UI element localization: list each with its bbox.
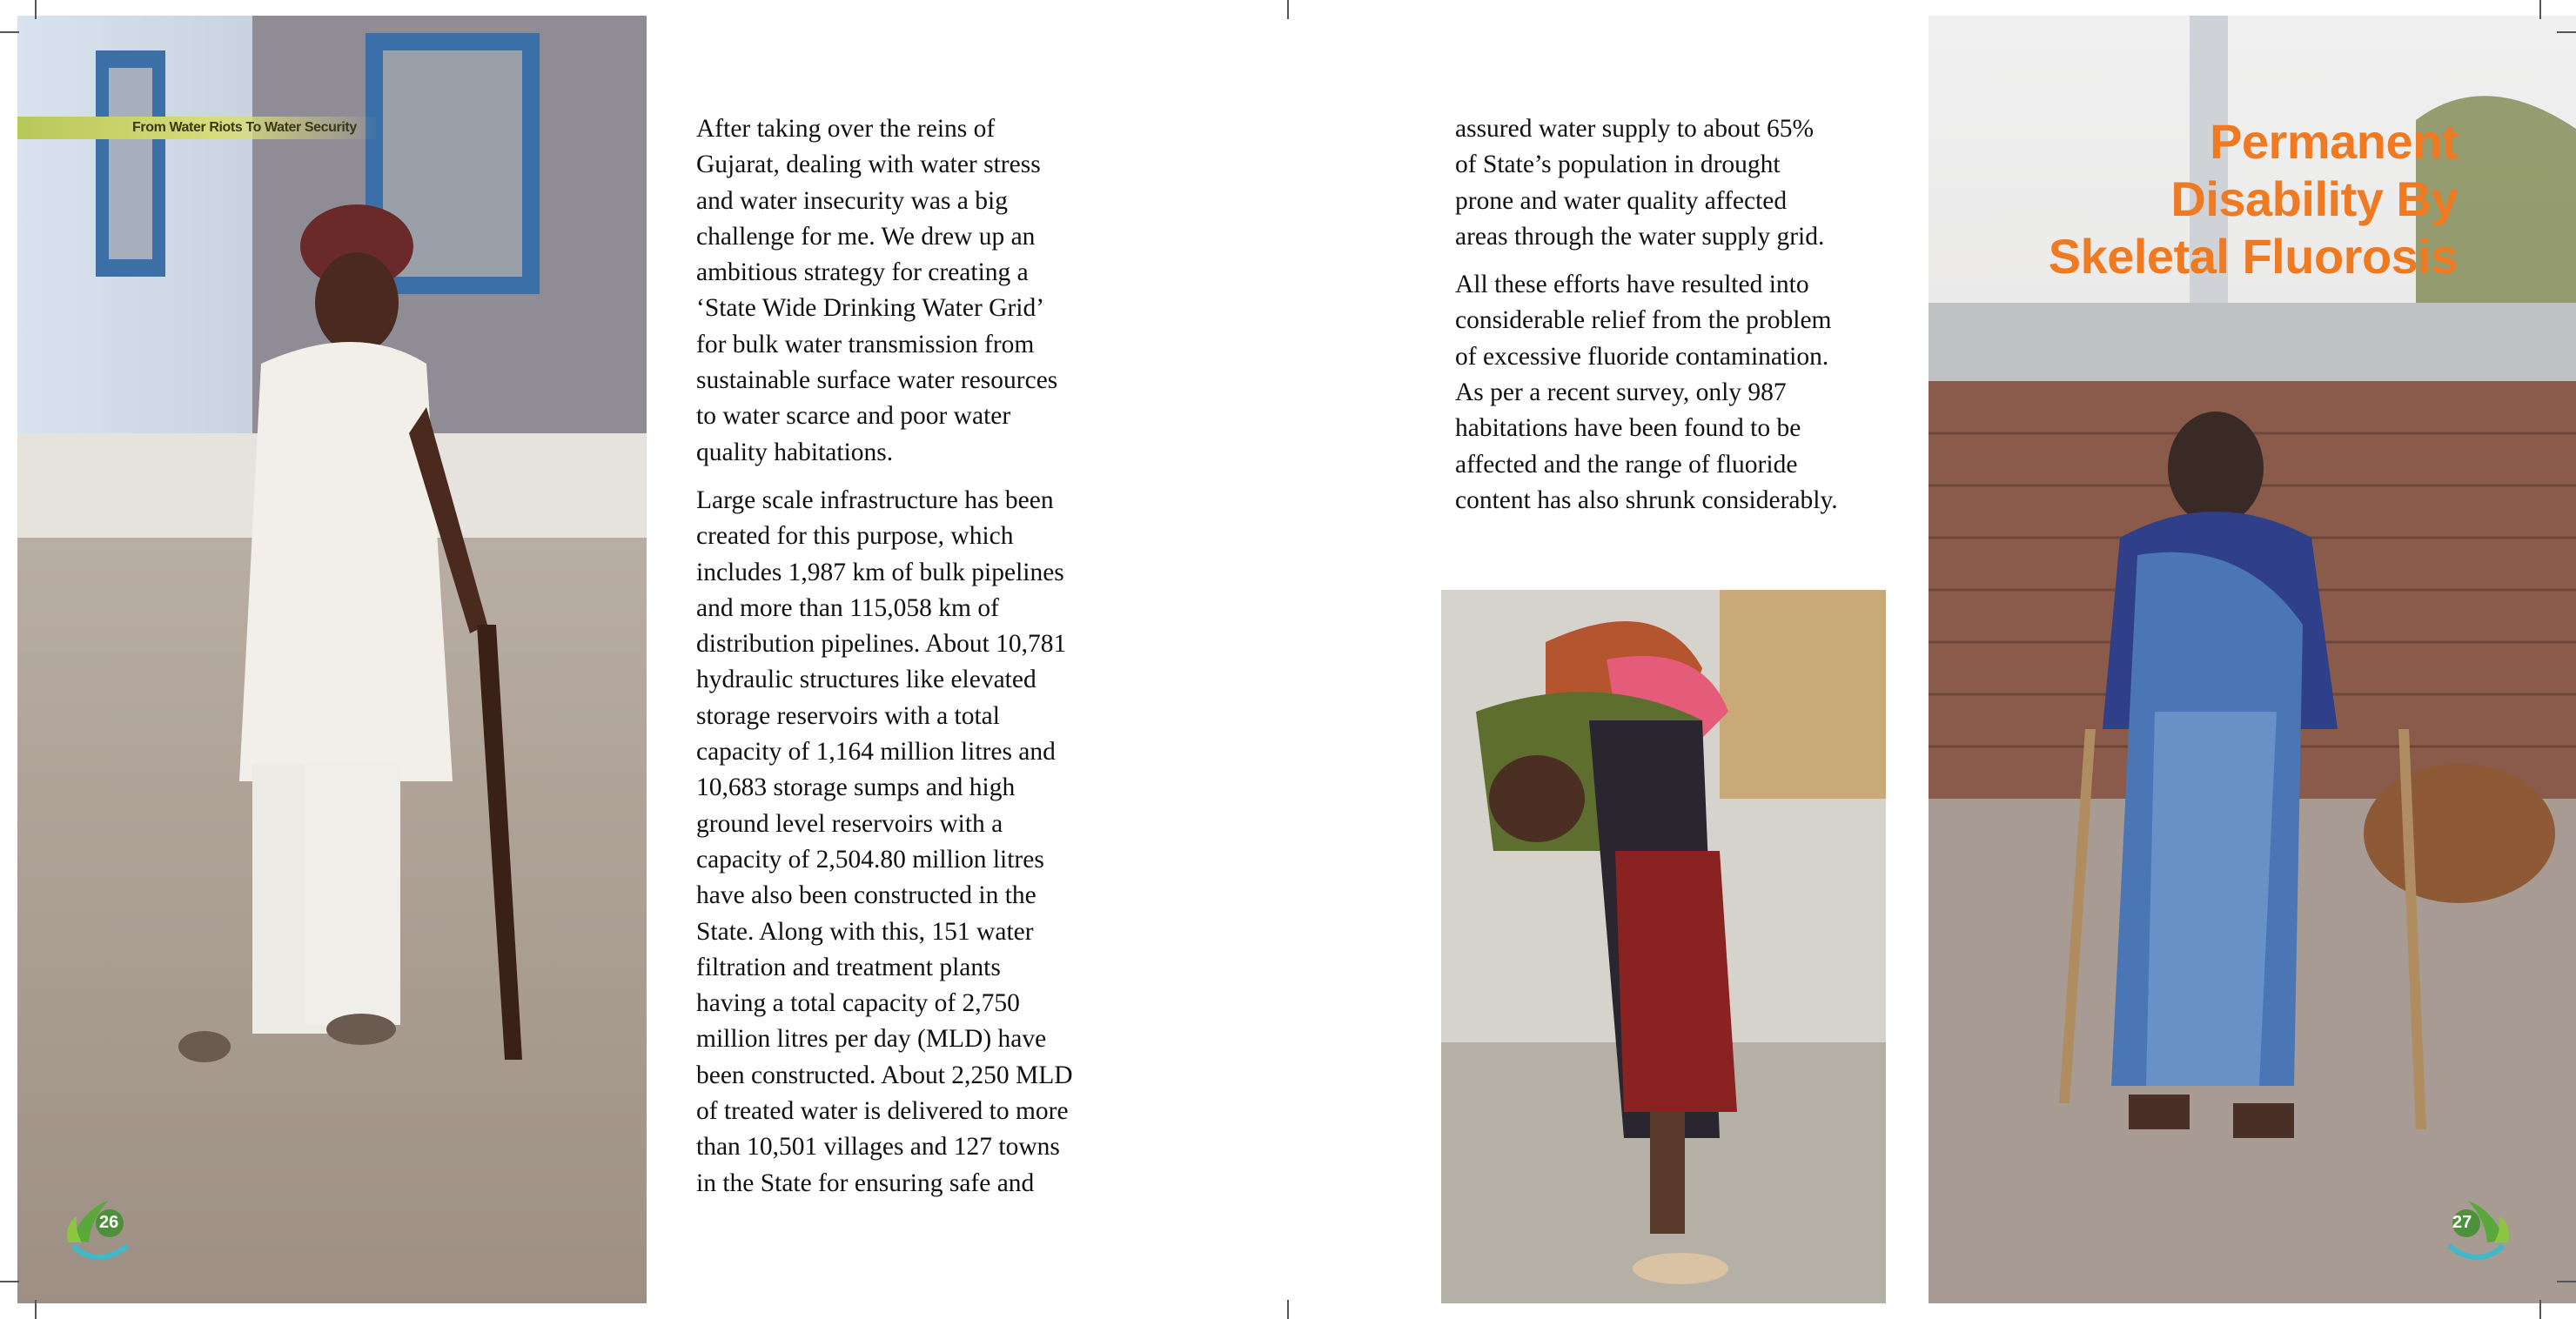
paragraph [1455,111,1908,255]
text-line: Large scale infrastructure has been [696,485,1054,514]
paragraph [1455,267,1908,519]
title-line-2: Disability By [2170,171,2458,226]
text-line: includes 1,987 km of bulk pipelines [696,558,1064,586]
text-line: for bulk water transmission from [696,330,1035,358]
folio-badge-right [2437,1185,2520,1269]
text-line: distribution pipelines. About 10,781 [696,630,1067,659]
text-line: and more than 115,058 km of [696,593,999,622]
photo-bent-woman [1441,590,1886,1303]
text-line: habitations have been found to be [1455,414,1801,443]
text-line: ground level reservoirs with a [696,809,1003,838]
text-line: prone and water quality affected [1455,186,1788,215]
text-line: hydraulic structures like elevated [696,666,1036,694]
crop-mark [2557,31,2576,33]
crop-mark [35,1300,37,1319]
running-header-text: From Water Riots To Water Security [132,120,357,135]
text-line: million litres per day (MLD) have [696,1025,1047,1054]
crop-mark [35,0,37,19]
crop-mark [1287,0,1289,19]
text-line: affected and the range of fluoride [1455,450,1798,479]
text-line: capacity of 2,504.80 million litres [696,845,1044,874]
text-line: in the State for ensuring safe and [696,1168,1035,1197]
leaf-emblem-icon [2437,1185,2520,1269]
text-line: sustainable surface water resources [696,366,1058,395]
crop-mark [0,31,19,33]
photo-elderly-man-with-stick [17,16,647,1303]
text-line: challenge for me. We drew up an [696,222,1036,251]
running-header [17,117,379,139]
text-line: filtration and treatment plants [696,953,1001,981]
text-line: created for this purpose, which [696,522,1014,551]
crop-mark [0,1281,19,1282]
text-line: have also been constructed in the [696,881,1036,910]
paragraph [696,483,1149,1202]
title-line-3: Skeletal Fluorosis [2048,229,2458,284]
crop-mark [2539,1300,2541,1319]
title-line-1: Permanent [2210,114,2458,169]
text-line: As per a recent survey, only 987 [1455,378,1787,407]
text-line: quality habitations. [696,438,894,466]
text-line: areas through the water supply grid. [1455,222,1825,251]
text-line: After taking over the reins of [696,115,996,143]
text-line: assured water supply to about 65% [1455,115,1815,143]
leaf-emblem-icon [56,1185,139,1269]
text-line: Gujarat, dealing with water stress [696,151,1041,179]
text-line: ‘State Wide Drinking Water Grid’ [696,294,1045,323]
text-line: having a total capacity of 2,750 [696,989,1020,1018]
text-line: State. Along with this, 151 water [696,917,1034,946]
text-line: content has also shrunk considerably. [1455,485,1838,514]
text-line: of excessive fluoride contamination. [1455,342,1829,371]
text-line: than 10,501 villages and 127 towns [696,1133,1060,1162]
crop-mark [1287,1300,1289,1319]
text-line: All these efforts have resulted into [1455,271,1809,299]
text-line: 10,683 storage sumps and high [696,773,1016,802]
text-line: of State’s population in drought [1455,151,1781,179]
page-number-left: 26 [99,1213,119,1232]
crop-mark [2539,0,2541,19]
left-text-column [696,111,1149,1214]
text-line: to water scarce and poor water [696,402,1011,431]
text-line: and water insecurity was a big [696,186,1008,215]
text-line: storage reservoirs with a total [696,701,1000,730]
text-line: ambitious strategy for creating a [696,258,1029,287]
right-text-column [1455,111,1908,531]
paragraph [696,111,1149,471]
text-line: been constructed. About 2,250 MLD [696,1061,1073,1089]
page-number-right: 27 [2452,1213,2472,1232]
text-line: capacity of 1,164 million litres and [696,738,1056,767]
chapter-title [2049,113,2458,285]
folio-badge-left [56,1185,139,1269]
crop-mark [2557,1281,2576,1282]
text-line: considerable relief from the problem [1455,306,1832,335]
text-line: of treated water is delivered to more [696,1097,1069,1126]
